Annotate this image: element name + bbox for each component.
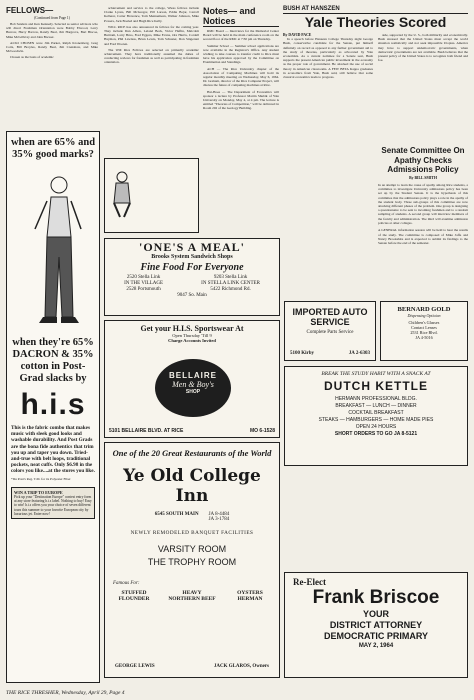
meal-location: 9203 Stella Link [213,275,248,280]
auto-phone: JA 2-6303 [348,351,370,356]
summer-school-note: Summer School — Summer school applications are now available in the Registrar's Office. Any student wishing to take courses to transfer credit to Rice must have his application approved by the Committee on Examination and Standings. [203,43,279,65]
dutch-top: BREAK THE STUDY HABIT WITH A SNACK AT [321,371,431,377]
newspaper-page [6,6,468,696]
meal-location: IN THE VILLAGE [124,281,164,286]
auto-sub: Complete Parts Service [306,330,354,335]
chosen-paragraph: Chosen as the basis of academic [10,55,54,60]
ones-a-meal-ad [104,238,280,316]
bellaire-name: BELLAIRE [169,371,217,380]
article-left-text: In a speech before Hanszen College Thursday night George Bush, conservative candidate for the Senate, put himself definitely on record as opposed to any further government aid to the study of theories, particularly as advocated by Yale economists. As a current nominee for a Senate seat, Bush supports the present American public investment in the economy as the proper role of government. He attacked the use of social theory in American classrooms. A FEW BETA Kappa graduates in economics from Yale, Bush said, still believe that some classical economics leads to progress. [283,37,373,80]
college-inn-dishes [105,590,279,602]
trip-text: Pick up your "Destination Europe" contest entry form at any store featuring h.i.s label. Nothing to buy! Easy to win! h.i.s offers you your choice of seven different tours this summer to your favorite European city by luxurious jet. Enter now! [14,494,92,516]
gold-lines [381,320,467,340]
dutch-name: DUTCH KETTLE [324,379,428,393]
fellows-column [6,6,98,126]
college-inn-phone: JA 3-1784 [208,517,230,522]
trip-title: WIN A TRIP TO EUROPE [14,489,63,495]
college-inn-trophy-room: THE TROPHY ROOM [147,557,237,567]
fellows-text [6,22,98,60]
article-right-text: aide, supported by the U. S., both militarily and economically. Bush stressed that the United States must accept the world situation realistically and not seek impossible Utopias. America may have to support undemocratic governments, when democratic governments are not available. Bush believes that the present policy of the United States is to recognize both friend and foe. [378,33,468,63]
gold-sub: Dispensing Optician [407,313,441,318]
dacron-body-text: This is the fabric combo that makes music with sleek good looks and washable durability. And Post Grads are the bona fide authentics that trim you up and taper you down. Tried-and-true with belt loops, traditional pockets, neat cuffs. Only $6.98 in the colors you like....at the stores you like. [11,425,95,475]
fellows-continued: (Continued from Page 1) [34,16,70,20]
dutch-line: BREAKFAST — LUNCH — DINNER [335,403,417,409]
apathy-text-2: A GENERAL information session will be held to hear the results of the study. The committee is composed of Mike Jaffe and Nancy Brookshire and is expected to submit its findings to the Senate before the end of the semester. [378,228,468,245]
gold-line: Children's Glasses [408,320,440,325]
article-headline: Yale Theories Scored [304,14,447,30]
dutch-line: SHORT ORDERS TO GO JA 8-5121 [334,431,418,437]
will-rice-paragraph: WILL RICE has also announced its fellows for the coming year. They include Dan Albon, Leland Beck, Victor Heflin, Malcolm Buttram, Larry Bruo, Fred Eggers, Mike Evans, Ora Harris, Cordell Haymon, Phil Lawless, Brian Lewis, Tom Schuster, Don Singerant and Fred Wooten. [104,24,199,46]
college-inn-name: Ye Old College Inn [123,466,261,506]
apathy-headline: Senate Committee On Apathy Checks Admissions Policy [381,146,465,174]
bellaire-shop-ad [104,320,280,438]
dutch-lines [285,396,467,438]
fellows-heading: FELLOWS— [6,6,54,15]
dutch-line: STEAKS — HAMBURGERS — HOME MADE PIES [318,417,434,423]
bellaire-charge: Charge Accounts Invited [168,338,216,343]
dutch-line: COCKTAIL BREAKFAST [348,410,404,416]
page-footer: THE RICE THRESHER, Wednesday, April 29, Page 4 [6,690,125,696]
apathy-text: In an attempt to learn the cause of apathy among Rice students, a committee to investigate University admissions policy has been set up by the Student Senate. It is the hypothesis of this committee that the admissions policy plays a role in the apathy of the student body. Three sub-groups of this committee are now attacking different phases of the problem. One group is designing a questionnaire to be sent to incoming freshmen and to a random sampling of students. A second group will interview members of the faculty and administration. The third will examine admission policies at other colleges. [378,182,468,225]
meal-title: 'ONE'S A MEAL' [138,240,246,254]
meal-subtitle: Brooks System Sandwich Shops [151,254,233,260]
briscoe-primary: DEMOCRATIC PRIMARY [324,631,428,641]
college-inn-dish: HEAVY NORTHERN BEEF [168,590,216,602]
meal-location-main: 9047 So. Main [177,293,207,298]
dutch-line: HERMANN PROFESSIONAL BLDG. [335,396,417,402]
gold-line: Contact Lenses [411,325,437,330]
article-byline: By DAVID PACE [283,33,312,37]
gold-title: BERNARD GOLD [397,306,451,313]
briscoe-top: Re-Elect [293,577,326,587]
college-inn-headline: One of the 20 Great Restaurants of the World [112,448,272,458]
meal-tagline: Fine Food For Everyone [140,262,244,273]
bellaire-open: Open Thursday 'Till 9 [172,333,212,338]
dacron-trademark: *Du Pont's Reg. T.M. for its Polyester Fiber [11,476,71,481]
briscoe-name: Frank Briscoe [312,587,440,608]
bellaire-phone: MO 6-1528 [249,428,275,434]
imported-auto-ad [284,301,376,361]
dutch-line: OPEN 24 HOURS [355,424,397,430]
trip-contest-box [11,487,95,519]
gold-line: JA 4-5016 [415,335,433,340]
bush-article [283,6,468,296]
briscoe-office: DISTRICT ATTORNEY [329,620,423,630]
mechanic-illustration [108,169,136,219]
college-inn-dish: STUFFED FLOUNDER [118,590,150,602]
meal-location: IN STELLA LINK CENTER [201,281,260,286]
article-kicker: BUSH AT HANSZEN [283,6,468,14]
dacron-headline: when are 65% and 35% good marks? [10,137,96,160]
will-rice-fellows-paragraph: The Will Rice Fellows are selected on primarily academic achievement. They have traditionally assumed the duties of conducting reviews for freshmen as well as participating in freshman orientation. [104,47,199,65]
bellaire-shop: SHOP [185,389,201,395]
college-inn-address: 6545 SOUTH MAIN [154,512,199,517]
college-inn-owner-1: GEORGE LEWIS [115,664,155,669]
college-inn-famous: Famous For: [113,581,140,586]
rmc-note: RMC Board — Interviews for the Memorial Center Board will be held in the main conference room on the second floor of the RMC at 7:30 pm on Thursday. [203,29,279,42]
his-sportswear-title: Get your H.I.S. Sportswear At [140,324,244,333]
briscoe-your: YOUR [362,609,389,619]
college-inn-varsity-room: VARSITY ROOM [157,544,227,554]
college-inn-phone: JA 8-4484 [208,512,230,517]
ach-note: ACH — The Rice University chapter of the Association of Computing Machines will hold its regular monthly meeting on Wednesday, May 6, 1964. Dr. Graham, director of the Rice Computer Project, will discuss the future of computing machines at Rice. [203,66,279,88]
bellaire-address: 5101 BELLAIRE BLVD. AT RICE [109,428,184,434]
college-inn-ad [104,442,280,678]
dutch-kettle-ad [284,366,468,466]
notes-title: Notes— and Notices [203,6,279,27]
achievement-paragraph: achievement and service to the college, Wiess fellows include Clarke Lyons, Bill McGregor, Pill Larson, Eddie Bojar, Carroll Kellerer, Carter Bravence, Tom Mennemean, Walker Johnson, Mike Powers, Jack Boaled and Hugh Rice Kelly. [104,6,199,23]
meal-location: 2520 Stella Link [126,275,161,280]
also-paragraph: ALSO CHOSEN were Jim Parker, Ralph Kronenberg, Greg Cotis, Bill Broyles, Randy Beal, Jim Crenshaw, and Mike McGoodwin. [6,40,98,54]
notes-column [203,6,279,231]
auto-address: 5100 Kirby [290,351,315,356]
harolds-garage-ad [104,158,199,233]
his-dacron-ad [6,131,100,683]
meal-locations [105,275,279,293]
his-logo: h.i.s [20,388,86,421]
college-inn-owner-2: JACK GLAROS, Owners [213,664,269,669]
college-inn-banquet: NEWLY REMODELED BANQUET FACILITIES [130,530,254,536]
fellows-column-2 [104,6,199,156]
gold-line: 2531 Rice Blvd. [410,330,438,335]
apathy-byline: By BILL SMITH [409,175,437,180]
slacks-figure-illustration [7,167,99,337]
briscoe-ad [284,572,468,678]
bellaire-logo-badge [155,359,231,417]
fellows-paragraph: Bob Sanders and Ken Kennedy. Selected as senior advisors who will direct Freshman Orientation were Bobby Elwood, Larry Burrow, Harry Barrow, Randy Beal, Jim Hargrove, Bart Biscoe, Mike McGillvray and John Brewer. [6,22,98,39]
bellaire-sub: Men & Boy's [172,380,214,389]
economics-lecture-note: Hat-Hoee — The Department of Economics will sponsor a lecture by Professor Martin Shubik of Yale University on Monday, May 4, at 4 pm. The lecture is entitled "Theories of Competition," will be delivered in Room 202 of the Geology Building. [203,89,279,111]
college-inn-contact [105,512,279,522]
briscoe-date: MAY 2, 1964 [358,643,394,649]
college-inn-dish: OYSTERS HERMAN [237,590,263,602]
bernard-gold-ad [380,301,468,361]
auto-title: IMPORTED AUTO SERVICE [292,307,368,327]
dacron-tagline: when they're 65% DACRON & 35% cotton in Post-Grad slacks by [12,337,94,384]
meal-location: 2528 Portsmouth [126,287,161,292]
meal-location: 5422 Richmond Rd. [210,287,251,292]
